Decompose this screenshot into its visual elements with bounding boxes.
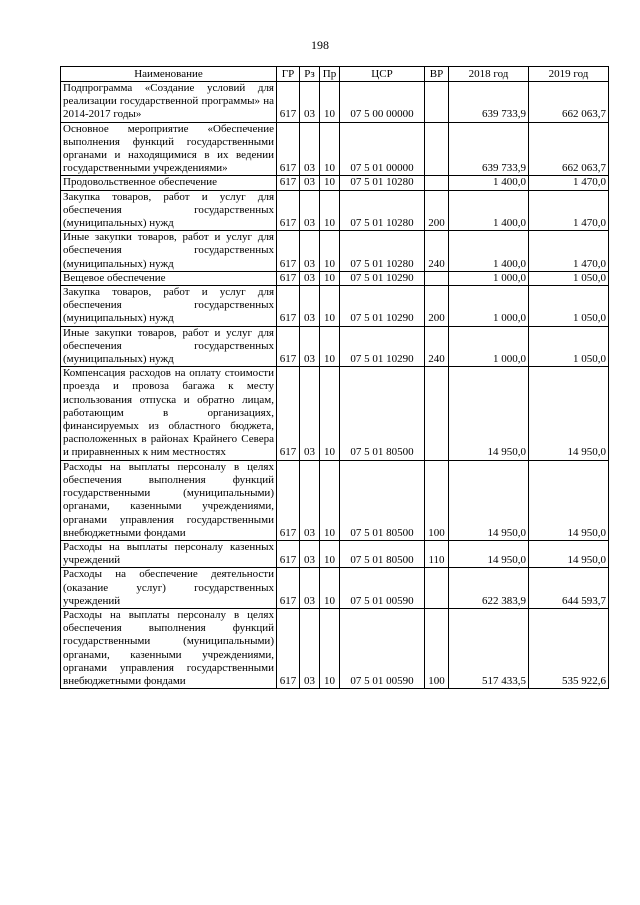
cell-name: Расходы на выплаты персоналу в целях обеспечения выполнения функций государственными (муниципальными) органами, казенными учреждениями, органами управления государственными внебюджетными фондами xyxy=(61,608,277,688)
cell-rz: 03 xyxy=(300,568,320,609)
header-vr: ВР xyxy=(425,67,449,82)
cell-name: Подпрограмма «Создание условий для реализации государственной программы» на 2014-2017 годы» xyxy=(61,82,277,123)
table-row xyxy=(61,460,609,540)
cell-2019: 1 470,0 xyxy=(529,190,609,231)
cell-csr: 07 5 01 10280 xyxy=(340,176,425,190)
cell-csr: 07 5 01 80500 xyxy=(340,460,425,540)
cell-name: Вещевое обеспечение xyxy=(61,271,277,285)
cell-rz: 03 xyxy=(300,540,320,567)
cell-rz: 03 xyxy=(300,326,320,367)
cell-2018: 1 000,0 xyxy=(449,326,529,367)
cell-2018: 14 950,0 xyxy=(449,540,529,567)
cell-2018: 639 733,9 xyxy=(449,122,529,176)
cell-2018: 639 733,9 xyxy=(449,82,529,123)
cell-gr: 617 xyxy=(277,190,300,231)
cell-vr: 110 xyxy=(425,540,449,567)
cell-vr: 100 xyxy=(425,608,449,688)
cell-gr: 617 xyxy=(277,286,300,327)
cell-csr: 07 5 01 10290 xyxy=(340,286,425,327)
cell-csr: 07 5 01 10280 xyxy=(340,231,425,272)
cell-pr: 10 xyxy=(320,540,340,567)
cell-gr: 617 xyxy=(277,367,300,460)
header-rz: Рз xyxy=(300,67,320,82)
table-row xyxy=(61,540,609,567)
cell-vr: 100 xyxy=(425,460,449,540)
cell-pr: 10 xyxy=(320,460,340,540)
cell-name: Расходы на обеспечение деятельности (оказание услуг) государственных учреждений xyxy=(61,568,277,609)
cell-rz: 03 xyxy=(300,122,320,176)
cell-pr: 10 xyxy=(320,286,340,327)
cell-pr: 10 xyxy=(320,122,340,176)
table-body xyxy=(61,82,609,689)
cell-name: Иные закупки товаров, работ и услуг для обеспечения государственных (муниципальных) нужд xyxy=(61,231,277,272)
cell-csr: 07 5 01 10290 xyxy=(340,326,425,367)
cell-gr: 617 xyxy=(277,568,300,609)
cell-2019: 1 470,0 xyxy=(529,231,609,272)
header-2018: 2018 год xyxy=(449,67,529,82)
cell-name: Закупка товаров, работ и услуг для обеспечения государственных (муниципальных) нужд xyxy=(61,286,277,327)
cell-pr: 10 xyxy=(320,326,340,367)
cell-rz: 03 xyxy=(300,608,320,688)
cell-gr: 617 xyxy=(277,608,300,688)
cell-vr xyxy=(425,122,449,176)
table-row xyxy=(61,122,609,176)
cell-rz: 03 xyxy=(300,82,320,123)
header-gr: ГР xyxy=(277,67,300,82)
cell-gr: 617 xyxy=(277,271,300,285)
cell-2018: 14 950,0 xyxy=(449,460,529,540)
cell-pr: 10 xyxy=(320,176,340,190)
cell-name: Расходы на выплаты персоналу казенных учреждений xyxy=(61,540,277,567)
cell-csr: 07 5 01 00590 xyxy=(340,568,425,609)
cell-csr: 07 5 01 10280 xyxy=(340,190,425,231)
cell-2018: 517 433,5 xyxy=(449,608,529,688)
cell-vr xyxy=(425,568,449,609)
cell-rz: 03 xyxy=(300,231,320,272)
cell-2019: 1 050,0 xyxy=(529,271,609,285)
table-row xyxy=(61,231,609,272)
cell-vr xyxy=(425,367,449,460)
cell-2019: 1 050,0 xyxy=(529,326,609,367)
page-number: 198 xyxy=(311,38,329,52)
cell-gr: 617 xyxy=(277,540,300,567)
cell-pr: 10 xyxy=(320,608,340,688)
cell-2019: 662 063,7 xyxy=(529,82,609,123)
cell-2018: 1 000,0 xyxy=(449,286,529,327)
cell-vr: 240 xyxy=(425,231,449,272)
cell-gr: 617 xyxy=(277,326,300,367)
table-row xyxy=(61,608,609,688)
cell-pr: 10 xyxy=(320,271,340,285)
cell-pr: 10 xyxy=(320,82,340,123)
cell-2019: 14 950,0 xyxy=(529,367,609,460)
header-pr: Пр xyxy=(320,67,340,82)
cell-name: Компенсация расходов на оплату стоимости проезда и провоза багажа к месту использования отпуска и обратно лицам, работающим в организациях, финансируемых из областного бюджета, расположенных в районах Крайнего Севера и приравненных к ним местностях xyxy=(61,367,277,460)
cell-2018: 622 383,9 xyxy=(449,568,529,609)
cell-2019: 644 593,7 xyxy=(529,568,609,609)
cell-pr: 10 xyxy=(320,190,340,231)
table-row xyxy=(61,271,609,285)
cell-name: Основное мероприятие «Обеспечение выполнения функций государственными органами и находящимися в их ведении государственными учреждениями» xyxy=(61,122,277,176)
cell-rz: 03 xyxy=(300,367,320,460)
cell-vr: 200 xyxy=(425,286,449,327)
cell-vr: 200 xyxy=(425,190,449,231)
cell-csr: 07 5 00 00000 xyxy=(340,82,425,123)
cell-vr xyxy=(425,82,449,123)
cell-2019: 1 050,0 xyxy=(529,286,609,327)
cell-gr: 617 xyxy=(277,231,300,272)
table-row xyxy=(61,326,609,367)
cell-gr: 617 xyxy=(277,82,300,123)
cell-2019: 1 470,0 xyxy=(529,176,609,190)
cell-csr: 07 5 01 80500 xyxy=(340,367,425,460)
cell-name: Расходы на выплаты персоналу в целях обеспечения выполнения функций государственными (муниципальными) органами, казенными учреждениями, органами управления государственными внебюджетными фондами xyxy=(61,460,277,540)
budget-table xyxy=(60,66,609,689)
cell-vr: 240 xyxy=(425,326,449,367)
cell-pr: 10 xyxy=(320,367,340,460)
cell-2018: 1 400,0 xyxy=(449,190,529,231)
cell-csr: 07 5 01 80500 xyxy=(340,540,425,567)
cell-vr xyxy=(425,271,449,285)
table-row xyxy=(61,82,609,123)
cell-2018: 1 400,0 xyxy=(449,176,529,190)
cell-pr: 10 xyxy=(320,231,340,272)
cell-name: Продовольственное обеспечение xyxy=(61,176,277,190)
header-csr: ЦСР xyxy=(340,67,425,82)
table-row xyxy=(61,190,609,231)
table-row xyxy=(61,568,609,609)
cell-2018: 1 000,0 xyxy=(449,271,529,285)
cell-csr: 07 5 01 10290 xyxy=(340,271,425,285)
cell-rz: 03 xyxy=(300,286,320,327)
cell-rz: 03 xyxy=(300,271,320,285)
cell-2019: 14 950,0 xyxy=(529,460,609,540)
header-2019: 2019 год xyxy=(529,67,609,82)
cell-2019: 14 950,0 xyxy=(529,540,609,567)
cell-2019: 662 063,7 xyxy=(529,122,609,176)
table-row xyxy=(61,286,609,327)
cell-csr: 07 5 01 00000 xyxy=(340,122,425,176)
cell-gr: 617 xyxy=(277,176,300,190)
table-header-row xyxy=(61,67,609,82)
cell-2018: 14 950,0 xyxy=(449,367,529,460)
cell-csr: 07 5 01 00590 xyxy=(340,608,425,688)
cell-rz: 03 xyxy=(300,176,320,190)
cell-gr: 617 xyxy=(277,122,300,176)
cell-gr: 617 xyxy=(277,460,300,540)
cell-name: Закупка товаров, работ и услуг для обеспечения государственных (муниципальных) нужд xyxy=(61,190,277,231)
cell-rz: 03 xyxy=(300,190,320,231)
table-row xyxy=(61,176,609,190)
cell-rz: 03 xyxy=(300,460,320,540)
cell-pr: 10 xyxy=(320,568,340,609)
cell-vr xyxy=(425,176,449,190)
cell-2019: 535 922,6 xyxy=(529,608,609,688)
cell-name: Иные закупки товаров, работ и услуг для обеспечения государственных (муниципальных) нужд xyxy=(61,326,277,367)
cell-2018: 1 400,0 xyxy=(449,231,529,272)
table-row xyxy=(61,367,609,460)
header-name: Наименование xyxy=(61,67,277,82)
